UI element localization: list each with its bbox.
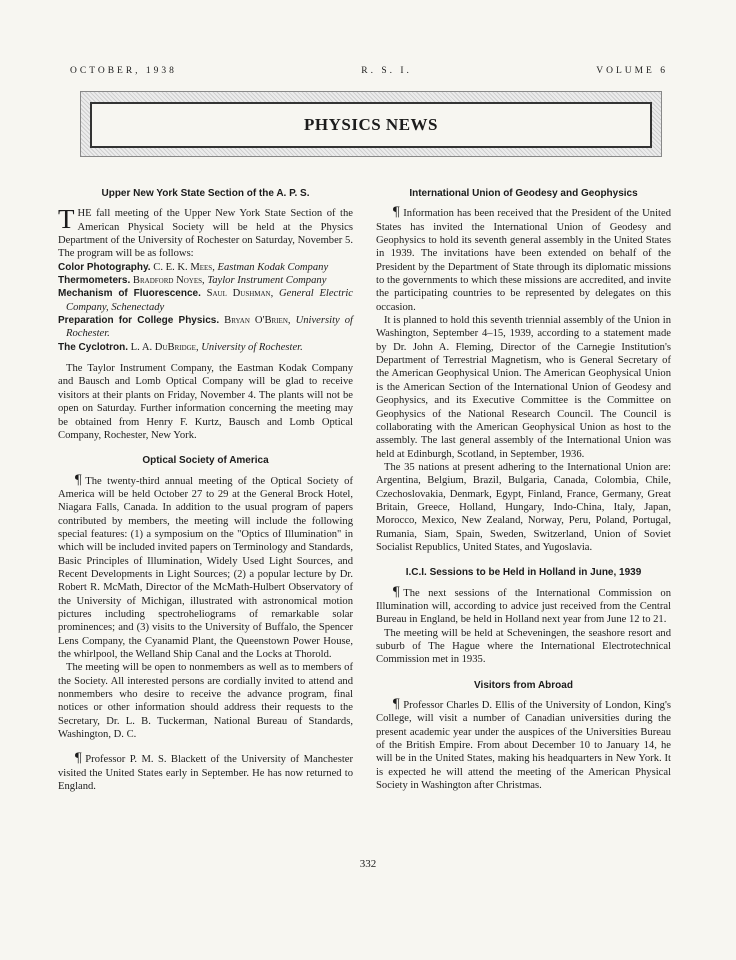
program-affiliation: University of Rochester. [66, 315, 353, 340]
section-title-osa: Optical Society of America [142, 455, 269, 467]
section-title-ici: I.C.I. Sessions to be Held in Holland in June, 1939 [405, 567, 642, 579]
program-topic: Color Photography. [58, 261, 151, 273]
header-date: OCTOBER, 1938 [70, 66, 177, 76]
header-volume: VOLUME 6 [596, 66, 668, 76]
iugg-paragraph-1 [376, 207, 671, 314]
paragraph-mark-icon: ¶ [74, 751, 83, 767]
visitors-paragraph-1-text: Professor Charles D. Ellis of the University of London, King's College, will visit a number of Canadian universities during the present academic year under the auspices of the Universities Bureau of the British Empire. From about December 10 to January 14, he will be in the United States, making his headquarters in New York. It is expected he will attend the meeting of the American Physical Society in Washington after Christmas. [376, 700, 671, 792]
program-speaker: Bradford Noyes, [132, 275, 205, 287]
program-affiliation: General Electric Company, Schenectady [66, 288, 353, 313]
right-column [376, 187, 671, 792]
iugg-paragraph-3: The 35 nations at present adhering to the International Union are: Argentina, Belgium, Brazil, Bulgaria, Canada, Colombia, Chile, Czechoslovakia, Denmark, Egypt, Finland, France, Germany, Great Britain, Greece, Holland, Hungary, Indo-China, Italy, Japan, Morocco, Mexico, New Zealand, Norway, Peru, Poland, Portugal, Rumania, Siam, Spain, Sweden, Switzerland, Union of Soviet Socialist Republics, United States, and Yugoslavia. [376, 461, 671, 553]
section-title-aps: Upper New York State Section of the A. P. S. [101, 188, 310, 199]
program-topic: The Cyclotron. [58, 341, 129, 353]
section-title-visitors: Visitors from Abroad [474, 679, 573, 691]
program-speaker: C. E. K. Mees, [153, 261, 215, 273]
aps-intro-text: HE fall meeting of the Upper New York State Section of the American Physical Society will be held at the Physics Department of the University of Rochester on Saturday, November 5. The program will be as follows: [58, 208, 353, 260]
program-item [58, 314, 353, 341]
ici-paragraph-1 [376, 584, 671, 627]
program-affiliation: Eastman Kodak Company [217, 261, 329, 273]
blackett-note [58, 753, 353, 793]
program-speaker: Bryan O'Brien, [224, 315, 291, 327]
program-speaker: L. A. DuBridge, [130, 341, 199, 353]
aps-closing: The Taylor Instrument Company, the Eastman Kodak Company and Bausch and Lomb Optical Company will be glad to receive visitors at their plants on Friday, November 4. The plants will not be open on Saturday. Further information concerning the meeting may be obtained from Henry F. Kurtz, Bausch and Lomb Optical Company, Rochester, New York. [58, 363, 353, 441]
aps-intro [58, 204, 353, 260]
paragraph-mark-icon: ¶ [392, 584, 401, 600]
osa-paragraph-1-text: The twenty-third annual meeting of the Optical Society of America will be held October 27 to 29 at the General Brock Hotel, Niagara Falls, Canada. In addition to the usual program of papers contributed by members, the meeting will include the following special features: (1) a symposium on the "Optics of Illumination" in which will be included invited papers on Terminology and Standards, Basic Principles of Illumination, Widely Used Light Sources, and Recent Developments in Light Sources; (2) a popular lecture by Dr. Robert R. McMath, Director of the McMath-Hulbert Observatory of the University of Michigan, illustrated with astronomical motion pictures including spectroheliograms of remarkable solar prominences; and (3) visits to the University of Buffalo, the Spencer Lens Company, the Cyanamid Plant, the Queenstown Power House, the whirlpool, the Welland Ship Canal and the Locks at Thorold. [58, 475, 353, 660]
iugg-paragraph-2: It is planned to hold this seventh triennial assembly of the Union in Washington, September 4–15, 1939, according to a statement made by Dr. John A. Fleming, Director of the Carnegie Institution's Department of Terrestrial Magnetism, who is General Secretary of the American Geophysical Union. The American Geophysical Union is the American Section of the International Union of Geodesy and Geophysics, and its Executive Committee is the Committee on Geophysics of the National Research Council. The Council is collaborating with the American Geophysical Union as host to the assembly. The last general assembly of the International Union was held at Edinburgh, Scotland, in September, 1936. [376, 315, 671, 460]
page-number: 332 [359, 858, 377, 870]
program-item [58, 261, 353, 274]
program-topic: Preparation for College Physics. [58, 315, 220, 327]
blackett-note-text: Professor P. M. S. Blackett of the University of Manchester visited the United States early in September. He has now returned to England. [58, 754, 353, 793]
program-topic: Mechanism of Fluorescence. [58, 288, 201, 300]
program-speaker: Saul Dushman, [206, 288, 274, 300]
drop-cap: T [58, 204, 75, 235]
program-item [58, 341, 353, 354]
paragraph-mark-icon: ¶ [74, 472, 83, 488]
program-affiliation: University of Rochester. [201, 341, 303, 353]
program-affiliation: Taylor Instrument Company [207, 275, 327, 287]
ici-paragraph-1-text: The next sessions of the International Commission on Illumination will, according to advice just received from the Central Bureau in England, be held in Holland next year from June 12 to 21. [376, 587, 671, 626]
program-topic: Thermometers. [58, 275, 131, 287]
header-journal: R. S. I. [361, 66, 412, 76]
banner-title: PHYSICS NEWS [303, 115, 438, 134]
osa-paragraph-2: The meeting will be open to nonmembers as well as to members of the Society. All interested persons are cordially invited to attend and nonmembers who desire to receive the advance program, final notices or other information should address their requests to the Secretary, Dr. L. B. Tuckerman, National Bureau of Standards, Washington, D. C. [58, 662, 353, 741]
section-title-iugg: International Union of Geodesy and Geophysics [409, 188, 638, 199]
paragraph-mark-icon: ¶ [392, 205, 401, 221]
visitors-paragraph-1 [376, 699, 671, 792]
running-head [70, 66, 668, 76]
program-item [58, 287, 353, 314]
iugg-paragraph-1-text: Information has been received that the President of the United States has invited the International Union of Geodesy and Geophysics to hold its seventh general assembly in the United States in 1939. The invitations have been extended on behalf of the President by the Department of State through its diplomatic missions to the governments to which these missions are accredited, and invite the participating countries to be represented by delegates on this occasion. [376, 208, 671, 313]
physics-news-banner [80, 91, 662, 157]
paragraph-mark-icon: ¶ [392, 697, 401, 713]
osa-paragraph-1 [58, 472, 353, 662]
program-item [58, 274, 353, 287]
left-column [58, 187, 353, 793]
ici-paragraph-2: The meeting will be held at Scheveningen, the seashore resort and suburb of The Hague where the International Electrotechnical Commission met in 1935. [376, 627, 671, 666]
banner-frame [90, 102, 652, 148]
